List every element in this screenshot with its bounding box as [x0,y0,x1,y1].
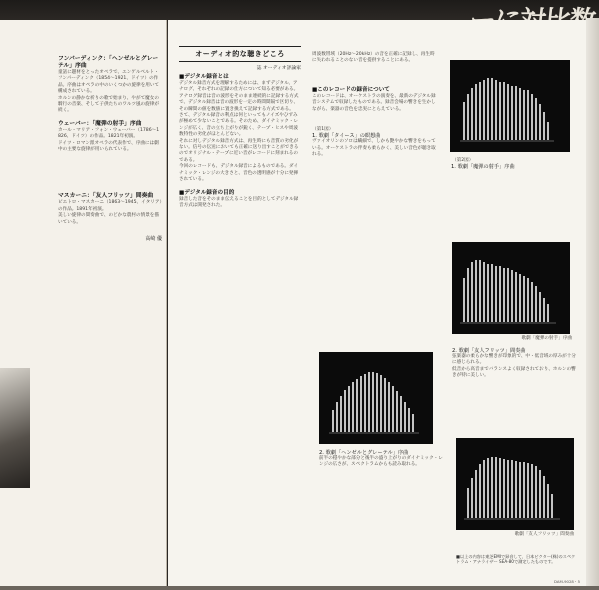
col1-text-4: 今回のレコードも、デジタル録音によるものである。ダイナミック・レンジの大きさと、音色の透明感が十分に発揮されている。 [179,164,299,183]
article-title: オーディオ的な聴きどころ [179,46,301,62]
spectrum-freischutz [452,242,570,334]
spectrum-bars-fritz [456,438,574,530]
section-heading-digital: ■デジタル録音とは [179,74,229,80]
col3-fig-ref: （第2図） [452,158,474,163]
freischutz-sub [504,336,572,342]
col3-fig3-sub: 歌劇「友人フリッツ」間奏曲 [514,532,574,537]
left-page [0,20,167,588]
spectrum-thais [319,352,433,444]
left-heading-3: マスカーニ：「友人フリッツ」間奏曲 [58,193,154,200]
left-text-1: 童話に題材をとったオペラで、エンゲルベルト・フンパーディンク（1854〜1921、ドイツ）の作品。序曲はオペラの中のいくつかの旋律を用いて構成されている。 [58,70,160,95]
left-text-2: ホルンの静かな祈りの歌で始まり、やがて魔女の騎行の音楽、そして子供たちのワルツ風の旋律が続く。 [58,95,159,114]
left-heading-2: ウェーバー：「魔弾の射手」序曲 [58,120,142,127]
col1-text-3: それに対しデジタル録音方式は、再生時にも音質の劣化がない。信号の伝送においても正確に送り出すことができるのでオリジナル・テープに近い音がレコードに刻まれるのである。 [179,138,299,163]
byline: 誌 オーディオ評論家 [256,66,301,71]
col3-text-3: 弦楽器の柔らかな響きが印象的で、中・低音域の厚みが十分に感じられる。 [452,354,576,366]
col2-text-1: 周波数帯域（20Hz〜20kHz）の音を正確に記録し、再生時に失われることのない音を提供することにある。 [312,52,435,64]
main-page [168,20,586,588]
left-column [58,56,162,243]
col3-text-2: 低音から高音までバランスよく収録されており、ホルンの響きが特に美しい。 [452,366,576,379]
fritz-sub [504,532,574,538]
section-heading-purpose: ■デジタル録音の目的 [179,189,235,196]
bottom-shadow [0,586,599,590]
section-heading-recording: ■このレコードの録音について [312,86,390,93]
spectrum-bars-thais [319,352,433,444]
page-number: DAM-9028・5 [554,579,580,584]
col1-text-5: 録音した音をそのまま伝えることを目的としてデジタル録音方式は開発された。 [179,196,299,208]
column-3-upper [451,164,575,170]
column-3-middle [452,348,576,380]
spectrum-bars-hansel [450,60,570,152]
column-1 [179,62,301,209]
page-edge [586,18,599,590]
col2-text-3: ヴァイオリンのソロは繊細で、しかも艶やかな響きをもっている。オーケストラの伴奏も柔らかく、美しい音色が聴き取れる。 [312,139,436,158]
col1-text-1: デジタル録音方式を理解するためには、まずデジタル、アナログ、それぞれの記録の仕方について知る必要がある。アナログ録音は音の波形をそのまま連続的に記録する方式で、デジタル録音は音の波形を一定の時間間隔で区切り、その瞬間の値を数値に置き換えて記録する方式である。 [179,81,299,112]
col3-fig1-caption: 1. 歌劇「魔弾の射手」序曲 [451,164,515,170]
left-photo [0,368,30,488]
column-2-lower [319,450,445,469]
col2-text-4: 前半の穏やかな部分と後半の盛り上がりのダイナミック・レンジの広さが、スペクトラムからも読み取れる。 [319,456,443,468]
col2-text-2: このレコードは、オーケストラの演奏を、最新のデジタル録音システムで収録したものである。録音会場の響きを生かしながら、楽器の音色を忠実にとらえている。 [312,93,436,112]
col2-fig-ref: （第1図） [312,127,334,133]
spectrum-hansel [450,60,570,152]
col2-fig1-caption: 1. 歌劇「タイース」の瞑想曲 [312,133,381,140]
col2-fig2-caption: 2. 歌劇「ヘンゼルとグレーテル」序曲 [319,450,409,456]
spectrum-fritz [456,438,574,530]
footnote: ■以上の内容は東芝EMIで録音して、日本ビクター(株)のスペクトラム・アナライザー SEA-80で測定したものです。 [456,554,576,565]
left-author: 高崎 優 [145,236,162,243]
col3-fig1-sub: 歌劇「魔弾の射手」序曲 [521,336,572,341]
left-heading-1: フンパーディンク：「ヘンゼルとグレーテル」序曲 [58,56,159,69]
col3-fig2-caption: 2. 歌劇「友人フリッツ」間奏曲 [452,348,526,354]
left-text-5: ピエトロ・マスカーニ（1863〜1945、イタリア）の作品。1891年初演。 [58,200,162,212]
col1-text-2: さて、デジタル録音の利点は何といってもノイズやひずみが極めて少ないことである。そのため、ダイナミック・レンジが広く、音の立ち上がりが鋭く、テープ・ヒスや周波数特性の劣化がほとんどない。 [179,113,299,138]
left-text-6: 美しい旋律の間奏曲で、のどかな農村の情景を描いている。 [58,213,159,225]
spectrum-bars-freischutz [452,242,570,334]
column-2 [312,52,438,159]
left-text-4: ドイツ・ロマン派オペラの代表作で、序曲には劇中の主要な旋律が用いられている。 [58,140,159,153]
left-text-3: カール・マリア・フォン・ウェーバー（1786〜1826、ドイツ）の作品。1821年初演。 [58,127,160,140]
